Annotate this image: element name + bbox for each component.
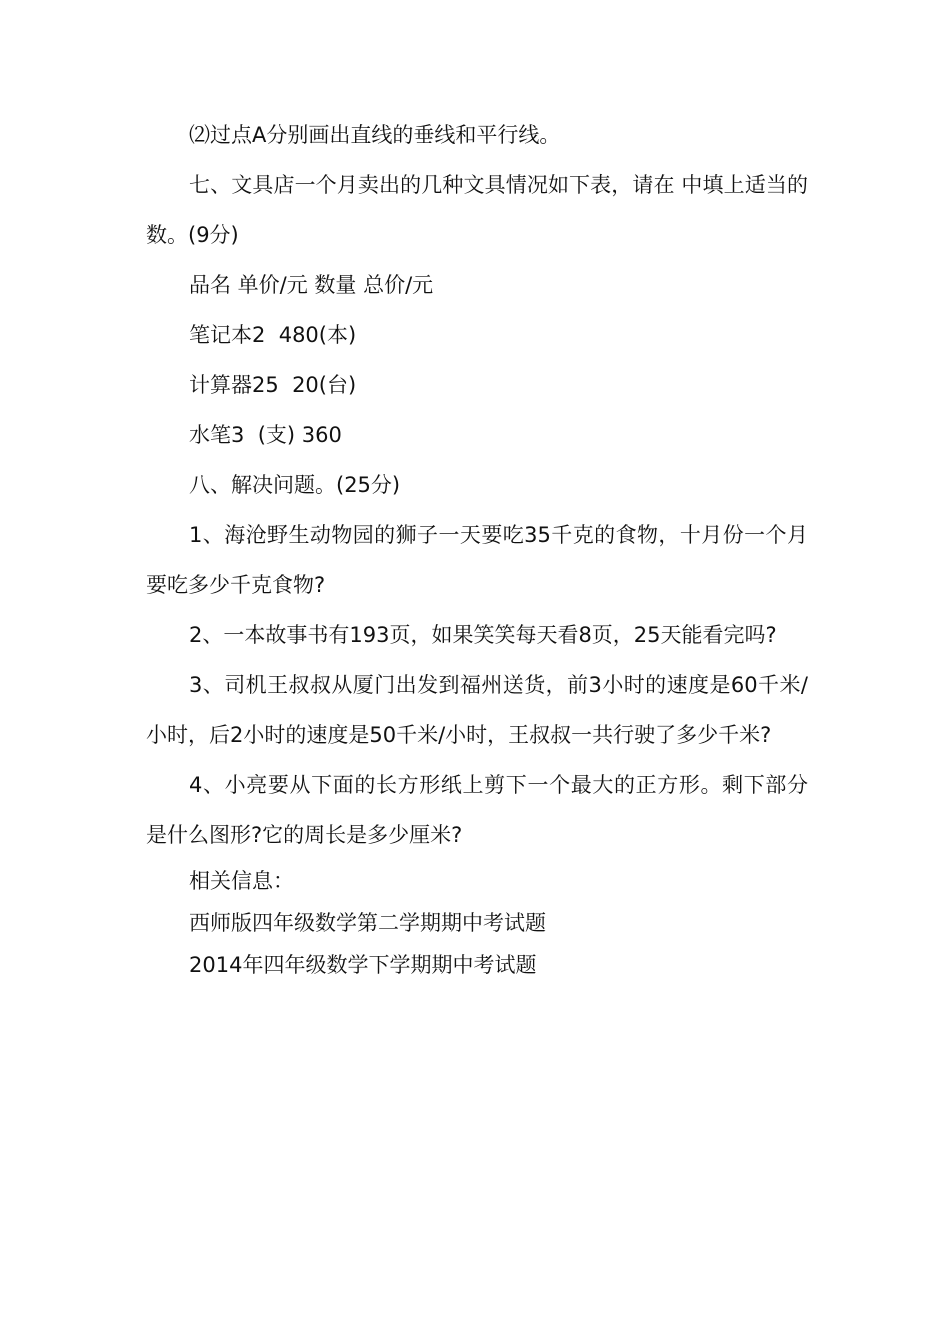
table-row-calculator: 计算器25 20(台) — [189, 373, 357, 397]
related-link-1[interactable]: 西师版四年级数学第二学期期中考试题 — [189, 911, 546, 935]
paragraph-section-seven: 七、文具店一个月卖出的几种文具情况如下表，请在 中填上适当的数。(9分) — [146, 173, 808, 247]
related-heading: 相关信息： — [189, 869, 294, 893]
related-link-2[interactable]: 2014年四年级数学下学期期中考试题 — [189, 953, 537, 977]
question-1: 1、海沧野生动物园的狮子一天要吃35千克的食物，十月份一个月要吃多少千克食物? — [146, 523, 808, 597]
paragraph-section-eight: 八、解决问题。(25分) — [189, 473, 401, 497]
question-3: 3、司机王叔叔从厦门出发到福州送货，前3小时的速度是60千米/小时，后2小时的速度是50千米/小时，王叔叔一共行驶了多少千米? — [146, 673, 808, 747]
question-4: 4、小亮要从下面的长方形纸上剪下一个最大的正方形。剩下部分是什么图形?它的周长是多少厘米? — [146, 773, 808, 847]
paragraph-draw-lines: ⑵过点A分别画出直线的垂线和平行线。 — [189, 123, 561, 147]
table-row-notebook: 笔记本2 480(本) — [189, 323, 357, 347]
question-2: 2、一本故事书有193页，如果笑笑每天看8页，25天能看完吗? — [189, 623, 777, 647]
table-header-row: 品名 单价/元 数量 总价/元 — [189, 273, 434, 297]
table-row-pen: 水笔3 (支) 360 — [189, 423, 342, 447]
document-body — [146, 110, 808, 986]
